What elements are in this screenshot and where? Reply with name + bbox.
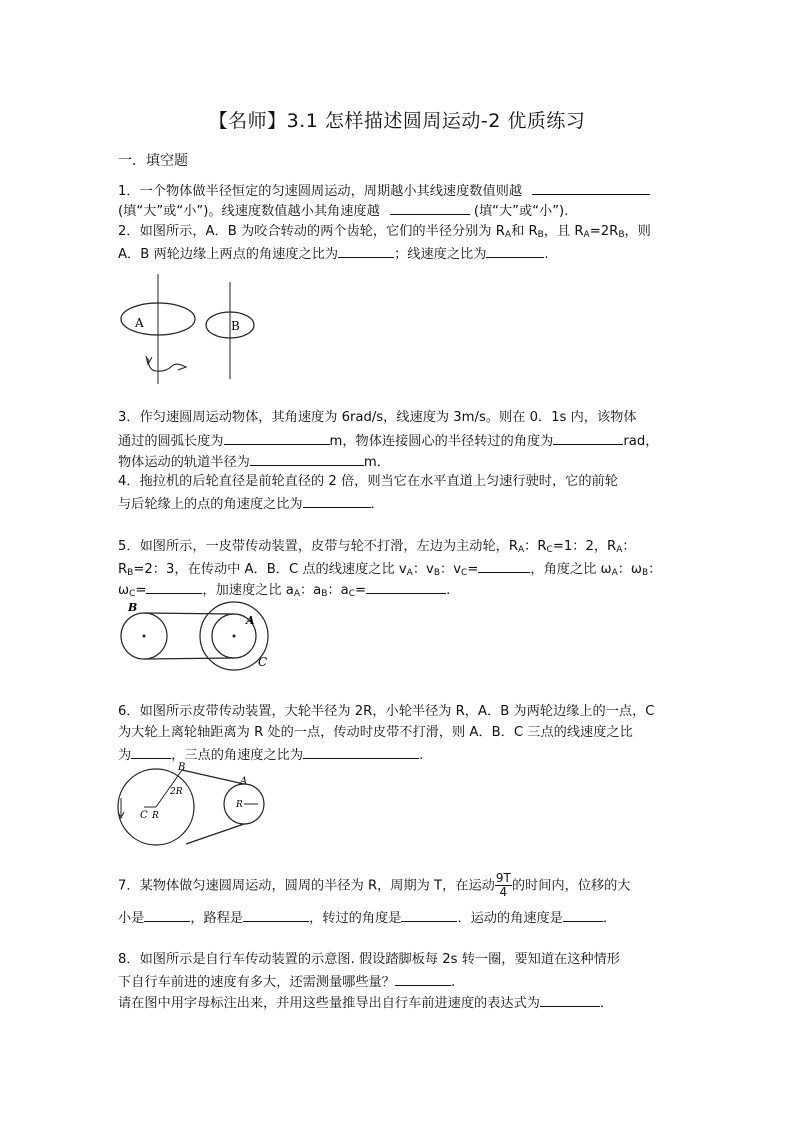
q3-blank-1[interactable]	[224, 430, 330, 445]
q7-line-2: 小是 ，路程是 ，转过的角度是 ．运动的角速度是 ．	[118, 907, 616, 929]
label-c: C	[258, 655, 268, 669]
q4-line-1: 4．拖拉机的后轮直径是前轮直径的 2 倍，则当它在水平直道上匀速行驶时，它的前轮	[118, 474, 618, 489]
q6-line-2: 为大轮上离轮轴距离为 R 处的一点，传动时皮带不打滑，则 A．B．C 三点的线速度之比	[118, 725, 633, 740]
q8-blank-1[interactable]	[395, 971, 451, 986]
fraction-9t-4: $\frac{9T}{4}$	[495, 871, 511, 899]
q5-belt-figure	[118, 600, 278, 672]
label-r-big: R	[152, 811, 159, 821]
q8-line-2: 下自行车前进的速度有多大，还需测量哪些量？ .	[118, 971, 455, 993]
label-a: A	[240, 776, 248, 787]
center-b	[143, 635, 146, 638]
page-title: 【名师】3.1 怎样描述圆周运动-2 优质练习	[208, 110, 586, 132]
q5-line-2: $R_B=2$：3，在传动中 A．B．C 点的线速度之比 $v_A$：$v_B$：$v_C=$ ，角度之比 $\omega_A$：$\omega_B$：	[118, 558, 661, 583]
q7-blank-3[interactable]	[401, 907, 457, 922]
q2-line-2: A．B 两轮边缘上两点的角速度之比为 ；线速度之比为 .	[118, 243, 549, 265]
q1-line-1: 1．一个物体做半径恒定的匀速圆周运动，周期越小其线速度数值则越	[118, 180, 650, 202]
q2-gears-figure	[118, 274, 278, 384]
center-a	[233, 635, 236, 638]
arrow-head-icon	[146, 356, 152, 364]
label-b: B	[128, 601, 138, 614]
q3-line-3: 物体运动的轨道半径为 m．	[118, 451, 390, 473]
q3-blank-3[interactable]	[250, 451, 364, 466]
belt-bottom	[186, 824, 244, 844]
q7-line-1: 7．某物体做匀速圆周运动，圆周的半径为 R，周期为 T，在运动 $\frac{9T}{4}$ 的时间内，位移的大	[118, 871, 631, 899]
q5-line-3: $\omega_C=$ ，加速度之比 $a_A$：$a_B$：$a_C=$ .	[118, 579, 450, 604]
rotation-arrow-icon	[148, 358, 186, 371]
label-b: B	[231, 319, 240, 333]
q4-blank[interactable]	[303, 493, 371, 508]
q2-line-1: 2．如图所示，A．B 为咬合转动的两个齿轮，它们的半径分别为 $R_A$和 $R_B$，且 $R_A=2R_B$，则	[118, 224, 651, 240]
q2-blank-1[interactable]	[338, 243, 394, 258]
q5-line-1: 5．如图所示，一皮带传动装置，皮带与轮不打滑，左边为主动轮，$R_A$：$R_C=1$：2，$R_A$：	[118, 539, 636, 555]
label-c: C	[140, 810, 148, 821]
q3-line-1: 3．作匀速圆周运动物体，其角速度为 6rad/s，线速度为 3m/s。则在 0．1s 内，该物体	[118, 410, 637, 425]
q2-blank-2[interactable]	[486, 243, 544, 258]
q1-blank-2[interactable]	[390, 200, 470, 215]
q7-blank-4[interactable]	[563, 907, 603, 922]
label-2r: 2R	[170, 787, 183, 797]
q6-line-3: 为 ，三点的角速度之比为 .	[118, 744, 423, 766]
q8-blank-2[interactable]	[540, 992, 600, 1007]
q3-line-2: 通过的圆弧长度为 m，物体连接圆心的半径转过的角度为 rad，	[118, 430, 658, 452]
q6-line-1: 6．如图所示皮带传动装置，大轮半径为 2R，小轮半径为 R，A．B 为两轮边缘上的一点，C	[118, 704, 655, 719]
section-heading: 一．填空题	[118, 153, 188, 169]
q6-blank-1[interactable]	[131, 744, 171, 759]
q1-line-2: (填“大”或“小”)。线速度数值越小其角速度越 (填“大”或“小”).	[118, 200, 568, 222]
q4-line-2: 与后轮缘上的点的角速度之比为 ．	[118, 493, 384, 515]
label-b: B	[178, 762, 186, 773]
q8-line-1: 8．如图所示是自行车传动装置的示意图. 假设踏脚板每 2s 转一圈，要知道在这种情形	[118, 952, 620, 967]
q7-blank-2[interactable]	[243, 907, 309, 922]
q5-blank-1[interactable]	[478, 558, 530, 573]
q1-blank-1[interactable]	[532, 180, 650, 195]
belt-top	[144, 613, 234, 614]
q8-line-3: 请在图中用字母标注出来，并用这些量推导出自行车前进速度的表达式为 ．	[118, 992, 613, 1014]
label-r-small: R	[236, 800, 243, 810]
q3-blank-2[interactable]	[553, 430, 623, 445]
label-a: A	[246, 614, 255, 627]
q7-blank-1[interactable]	[144, 907, 190, 922]
q5-blank-2[interactable]	[146, 579, 202, 594]
q6-belt-figure	[116, 762, 276, 852]
belt-bottom	[144, 658, 234, 659]
q6-blank-2[interactable]	[303, 744, 419, 759]
belt-top	[182, 770, 244, 784]
label-a: A	[135, 316, 144, 330]
q5-blank-3[interactable]	[366, 579, 446, 594]
